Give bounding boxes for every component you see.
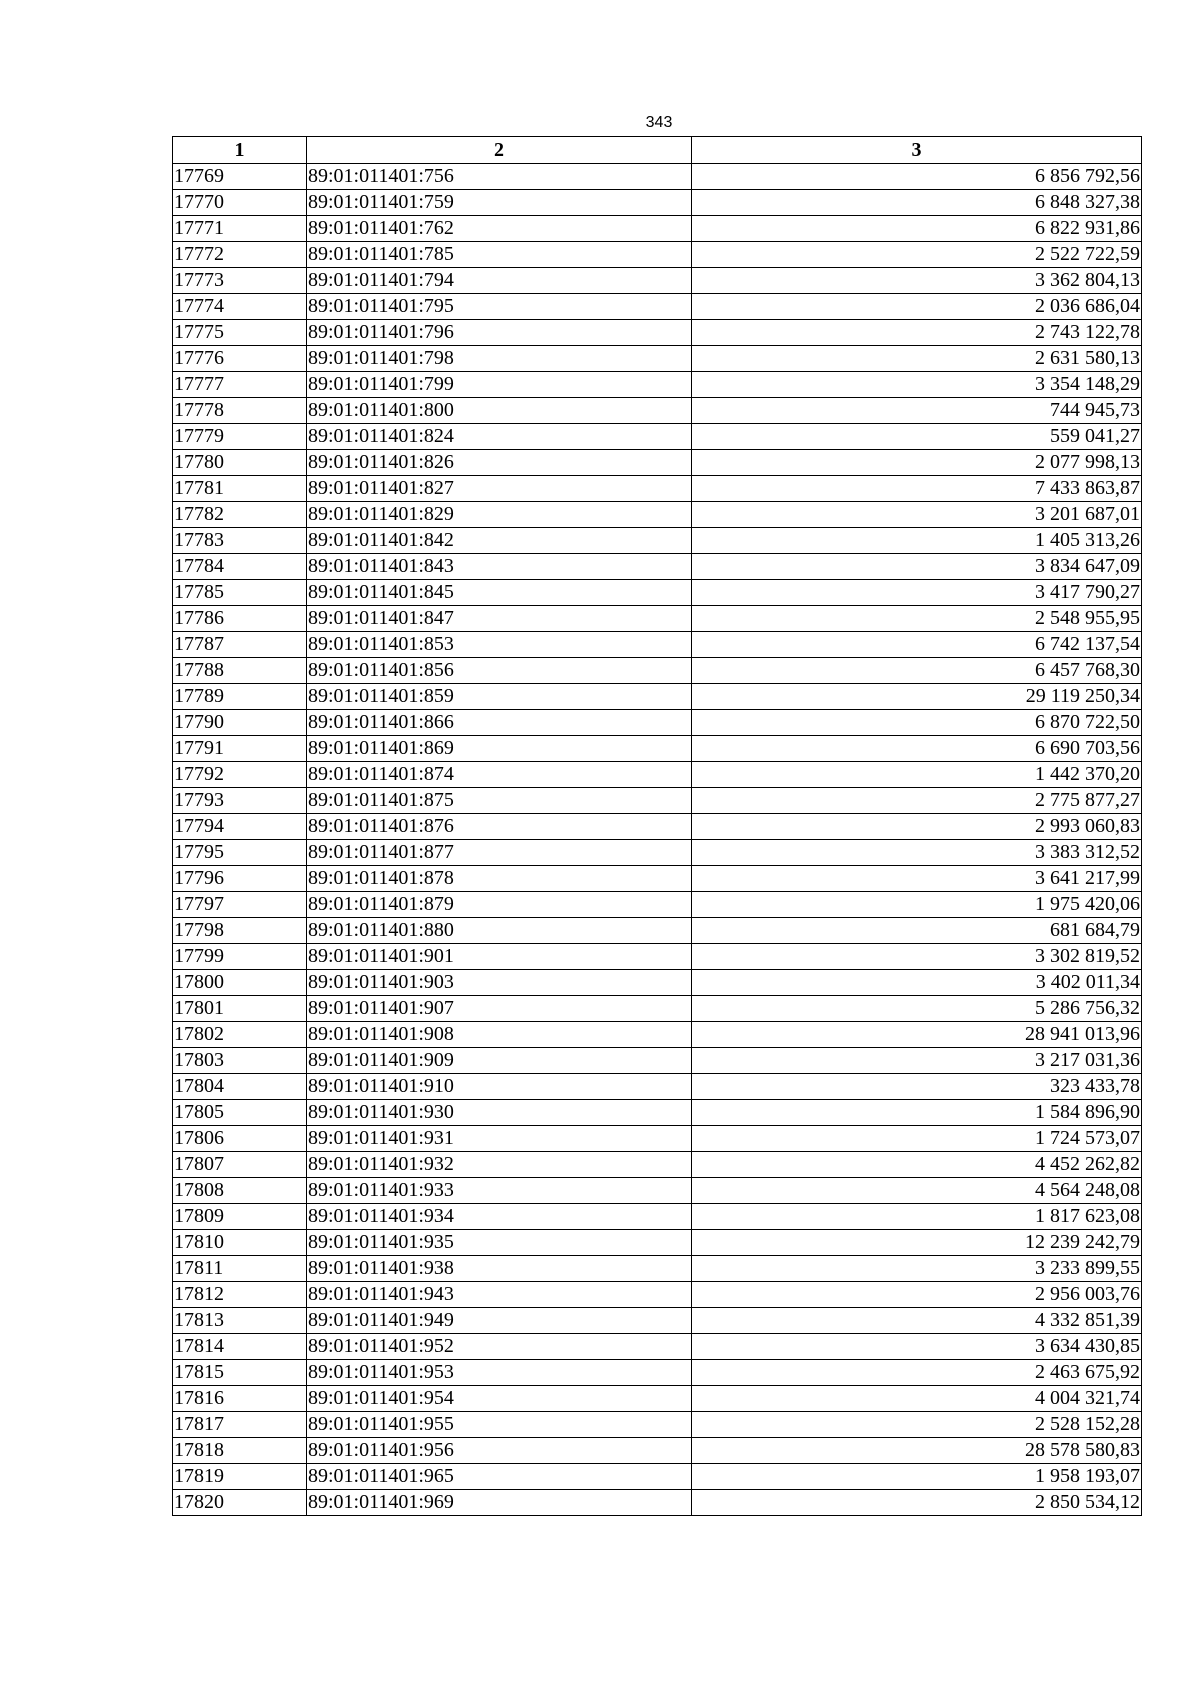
cadastral-value: 7 433 863,87 bbox=[692, 476, 1142, 502]
cadastral-value: 4 004 321,74 bbox=[692, 1386, 1142, 1412]
cadastral-number: 89:01:011401:938 bbox=[307, 1256, 692, 1282]
table-row bbox=[173, 944, 1142, 970]
cadastral-number: 89:01:011401:955 bbox=[307, 1412, 692, 1438]
cadastral-number: 89:01:011401:949 bbox=[307, 1308, 692, 1334]
row-number: 17774 bbox=[173, 294, 307, 320]
row-number: 17820 bbox=[173, 1490, 307, 1516]
table-row bbox=[173, 580, 1142, 606]
cadastral-value: 2 743 122,78 bbox=[692, 320, 1142, 346]
table-row bbox=[173, 1334, 1142, 1360]
table-row bbox=[173, 450, 1142, 476]
cadastral-value: 3 354 148,29 bbox=[692, 372, 1142, 398]
row-number: 17783 bbox=[173, 528, 307, 554]
cadastral-number: 89:01:011401:842 bbox=[307, 528, 692, 554]
cadastral-number: 89:01:011401:934 bbox=[307, 1204, 692, 1230]
table-row bbox=[173, 684, 1142, 710]
table-row bbox=[173, 164, 1142, 190]
row-number: 17787 bbox=[173, 632, 307, 658]
table-row bbox=[173, 1178, 1142, 1204]
table-row bbox=[173, 1100, 1142, 1126]
cadastral-value: 2 548 955,95 bbox=[692, 606, 1142, 632]
cadastral-value: 2 077 998,13 bbox=[692, 450, 1142, 476]
row-number: 17784 bbox=[173, 554, 307, 580]
row-number: 17777 bbox=[173, 372, 307, 398]
cadastral-value: 3 634 430,85 bbox=[692, 1334, 1142, 1360]
cadastral-number: 89:01:011401:907 bbox=[307, 996, 692, 1022]
cadastral-number: 89:01:011401:785 bbox=[307, 242, 692, 268]
cadastral-value: 1 975 420,06 bbox=[692, 892, 1142, 918]
table-row bbox=[173, 658, 1142, 684]
cadastral-value: 3 402 011,34 bbox=[692, 970, 1142, 996]
table-row bbox=[173, 294, 1142, 320]
table-row bbox=[173, 372, 1142, 398]
row-number: 17769 bbox=[173, 164, 307, 190]
cadastral-value: 2 522 722,59 bbox=[692, 242, 1142, 268]
table-row bbox=[173, 1464, 1142, 1490]
row-number: 17782 bbox=[173, 502, 307, 528]
row-number: 17786 bbox=[173, 606, 307, 632]
cadastral-number: 89:01:011401:869 bbox=[307, 736, 692, 762]
cadastral-value: 28 578 580,83 bbox=[692, 1438, 1142, 1464]
row-number: 17807 bbox=[173, 1152, 307, 1178]
cadastral-value: 2 993 060,83 bbox=[692, 814, 1142, 840]
cadastral-number: 89:01:011401:953 bbox=[307, 1360, 692, 1386]
table-row bbox=[173, 918, 1142, 944]
cadastral-value: 6 457 768,30 bbox=[692, 658, 1142, 684]
cadastral-number: 89:01:011401:909 bbox=[307, 1048, 692, 1074]
table-row bbox=[173, 346, 1142, 372]
cadastral-value: 1 958 193,07 bbox=[692, 1464, 1142, 1490]
table-row bbox=[173, 502, 1142, 528]
row-number: 17778 bbox=[173, 398, 307, 424]
table-row bbox=[173, 1152, 1142, 1178]
row-number: 17809 bbox=[173, 1204, 307, 1230]
row-number: 17771 bbox=[173, 216, 307, 242]
cadastral-number: 89:01:011401:876 bbox=[307, 814, 692, 840]
row-number: 17772 bbox=[173, 242, 307, 268]
table-row bbox=[173, 996, 1142, 1022]
cadastral-value: 3 641 217,99 bbox=[692, 866, 1142, 892]
cadastral-number: 89:01:011401:875 bbox=[307, 788, 692, 814]
cadastral-number: 89:01:011401:935 bbox=[307, 1230, 692, 1256]
table-row bbox=[173, 1126, 1142, 1152]
cadastral-value: 1 817 623,08 bbox=[692, 1204, 1142, 1230]
cadastral-number: 89:01:011401:843 bbox=[307, 554, 692, 580]
cadastral-value: 3 217 031,36 bbox=[692, 1048, 1142, 1074]
cadastral-number: 89:01:011401:847 bbox=[307, 606, 692, 632]
cadastral-number: 89:01:011401:930 bbox=[307, 1100, 692, 1126]
row-number: 17770 bbox=[173, 190, 307, 216]
cadastral-number: 89:01:011401:853 bbox=[307, 632, 692, 658]
table-row bbox=[173, 970, 1142, 996]
cadastral-number: 89:01:011401:874 bbox=[307, 762, 692, 788]
cadastral-value: 6 822 931,86 bbox=[692, 216, 1142, 242]
cadastral-number: 89:01:011401:969 bbox=[307, 1490, 692, 1516]
row-number: 17793 bbox=[173, 788, 307, 814]
row-number: 17808 bbox=[173, 1178, 307, 1204]
row-number: 17799 bbox=[173, 944, 307, 970]
cadastral-value: 29 119 250,34 bbox=[692, 684, 1142, 710]
cadastral-number: 89:01:011401:952 bbox=[307, 1334, 692, 1360]
cadastral-value: 3 834 647,09 bbox=[692, 554, 1142, 580]
table-row bbox=[173, 216, 1142, 242]
cadastral-value: 4 564 248,08 bbox=[692, 1178, 1142, 1204]
row-number: 17789 bbox=[173, 684, 307, 710]
cadastral-number: 89:01:011401:827 bbox=[307, 476, 692, 502]
cadastral-number: 89:01:011401:795 bbox=[307, 294, 692, 320]
table-row bbox=[173, 1490, 1142, 1516]
row-number: 17819 bbox=[173, 1464, 307, 1490]
row-number: 17802 bbox=[173, 1022, 307, 1048]
cadastral-value: 1 584 896,90 bbox=[692, 1100, 1142, 1126]
cadastral-value: 1 405 313,26 bbox=[692, 528, 1142, 554]
row-number: 17790 bbox=[173, 710, 307, 736]
cadastral-value: 3 362 804,13 bbox=[692, 268, 1142, 294]
cadastral-value: 6 856 792,56 bbox=[692, 164, 1142, 190]
registry-table bbox=[172, 136, 1142, 1516]
cadastral-number: 89:01:011401:908 bbox=[307, 1022, 692, 1048]
cadastral-number: 89:01:011401:824 bbox=[307, 424, 692, 450]
table-row bbox=[173, 528, 1142, 554]
row-number: 17813 bbox=[173, 1308, 307, 1334]
cadastral-number: 89:01:011401:798 bbox=[307, 346, 692, 372]
cadastral-value: 6 690 703,56 bbox=[692, 736, 1142, 762]
row-number: 17805 bbox=[173, 1100, 307, 1126]
cadastral-number: 89:01:011401:901 bbox=[307, 944, 692, 970]
cadastral-number: 89:01:011401:762 bbox=[307, 216, 692, 242]
row-number: 17810 bbox=[173, 1230, 307, 1256]
page-number: 343 bbox=[645, 114, 673, 131]
cadastral-number: 89:01:011401:826 bbox=[307, 450, 692, 476]
cadastral-value: 6 870 722,50 bbox=[692, 710, 1142, 736]
row-number: 17794 bbox=[173, 814, 307, 840]
cadastral-value: 744 945,73 bbox=[692, 398, 1142, 424]
cadastral-number: 89:01:011401:910 bbox=[307, 1074, 692, 1100]
row-number: 17776 bbox=[173, 346, 307, 372]
cadastral-value: 3 302 819,52 bbox=[692, 944, 1142, 970]
cadastral-value: 2 036 686,04 bbox=[692, 294, 1142, 320]
cadastral-value: 559 041,27 bbox=[692, 424, 1142, 450]
row-number: 17812 bbox=[173, 1282, 307, 1308]
row-number: 17775 bbox=[173, 320, 307, 346]
table-row bbox=[173, 1022, 1142, 1048]
cadastral-number: 89:01:011401:829 bbox=[307, 502, 692, 528]
table-row bbox=[173, 866, 1142, 892]
cadastral-value: 323 433,78 bbox=[692, 1074, 1142, 1100]
cadastral-value: 2 631 580,13 bbox=[692, 346, 1142, 372]
cadastral-number: 89:01:011401:877 bbox=[307, 840, 692, 866]
cadastral-value: 3 201 687,01 bbox=[692, 502, 1142, 528]
table-row bbox=[173, 242, 1142, 268]
cadastral-value: 2 775 877,27 bbox=[692, 788, 1142, 814]
cadastral-number: 89:01:011401:756 bbox=[307, 164, 692, 190]
row-number: 17815 bbox=[173, 1360, 307, 1386]
table-row bbox=[173, 1386, 1142, 1412]
cadastral-value: 28 941 013,96 bbox=[692, 1022, 1142, 1048]
header-row bbox=[173, 137, 1142, 164]
table-row bbox=[173, 710, 1142, 736]
table-row bbox=[173, 398, 1142, 424]
cadastral-value: 4 332 851,39 bbox=[692, 1308, 1142, 1334]
row-number: 17796 bbox=[173, 866, 307, 892]
column-header-2: 2 bbox=[307, 137, 692, 164]
row-number: 17798 bbox=[173, 918, 307, 944]
table-row bbox=[173, 1204, 1142, 1230]
table-row bbox=[173, 1230, 1142, 1256]
row-number: 17797 bbox=[173, 892, 307, 918]
row-number: 17806 bbox=[173, 1126, 307, 1152]
cadastral-number: 89:01:011401:965 bbox=[307, 1464, 692, 1490]
cadastral-number: 89:01:011401:800 bbox=[307, 398, 692, 424]
table-row bbox=[173, 788, 1142, 814]
cadastral-value: 2 956 003,76 bbox=[692, 1282, 1142, 1308]
table-row bbox=[173, 268, 1142, 294]
table-row bbox=[173, 1282, 1142, 1308]
table-row bbox=[173, 762, 1142, 788]
cadastral-value: 3 233 899,55 bbox=[692, 1256, 1142, 1282]
cadastral-number: 89:01:011401:856 bbox=[307, 658, 692, 684]
cadastral-number: 89:01:011401:933 bbox=[307, 1178, 692, 1204]
cadastral-value: 6 742 137,54 bbox=[692, 632, 1142, 658]
cadastral-number: 89:01:011401:878 bbox=[307, 866, 692, 892]
row-number: 17788 bbox=[173, 658, 307, 684]
cadastral-value: 2 463 675,92 bbox=[692, 1360, 1142, 1386]
cadastral-number: 89:01:011401:796 bbox=[307, 320, 692, 346]
row-number: 17811 bbox=[173, 1256, 307, 1282]
row-number: 17781 bbox=[173, 476, 307, 502]
cadastral-value: 12 239 242,79 bbox=[692, 1230, 1142, 1256]
cadastral-value: 2 528 152,28 bbox=[692, 1412, 1142, 1438]
cadastral-number: 89:01:011401:956 bbox=[307, 1438, 692, 1464]
row-number: 17816 bbox=[173, 1386, 307, 1412]
row-number: 17780 bbox=[173, 450, 307, 476]
cadastral-number: 89:01:011401:866 bbox=[307, 710, 692, 736]
cadastral-number: 89:01:011401:845 bbox=[307, 580, 692, 606]
row-number: 17791 bbox=[173, 736, 307, 762]
row-number: 17779 bbox=[173, 424, 307, 450]
table-row bbox=[173, 1074, 1142, 1100]
table-body bbox=[173, 164, 1142, 1516]
row-number: 17773 bbox=[173, 268, 307, 294]
row-number: 17785 bbox=[173, 580, 307, 606]
table-row bbox=[173, 1438, 1142, 1464]
column-header-3: 3 bbox=[692, 137, 1142, 164]
row-number: 17803 bbox=[173, 1048, 307, 1074]
cadastral-value: 4 452 262,82 bbox=[692, 1152, 1142, 1178]
row-number: 17804 bbox=[173, 1074, 307, 1100]
cadastral-number: 89:01:011401:794 bbox=[307, 268, 692, 294]
row-number: 17801 bbox=[173, 996, 307, 1022]
table-row bbox=[173, 1048, 1142, 1074]
row-number: 17814 bbox=[173, 1334, 307, 1360]
cadastral-number: 89:01:011401:759 bbox=[307, 190, 692, 216]
row-number: 17800 bbox=[173, 970, 307, 996]
table-row bbox=[173, 424, 1142, 450]
table-row bbox=[173, 320, 1142, 346]
table-row bbox=[173, 892, 1142, 918]
cadastral-number: 89:01:011401:903 bbox=[307, 970, 692, 996]
table-row bbox=[173, 814, 1142, 840]
table-row bbox=[173, 1256, 1142, 1282]
row-number: 17818 bbox=[173, 1438, 307, 1464]
cadastral-number: 89:01:011401:943 bbox=[307, 1282, 692, 1308]
table-row bbox=[173, 736, 1142, 762]
table-row bbox=[173, 1360, 1142, 1386]
table-row bbox=[173, 190, 1142, 216]
table-row bbox=[173, 1308, 1142, 1334]
cadastral-value: 6 848 327,38 bbox=[692, 190, 1142, 216]
row-number: 17795 bbox=[173, 840, 307, 866]
cadastral-number: 89:01:011401:799 bbox=[307, 372, 692, 398]
table-row bbox=[173, 840, 1142, 866]
cadastral-value: 681 684,79 bbox=[692, 918, 1142, 944]
column-header-1: 1 bbox=[173, 137, 307, 164]
table-row bbox=[173, 554, 1142, 580]
cadastral-number: 89:01:011401:931 bbox=[307, 1126, 692, 1152]
row-number: 17817 bbox=[173, 1412, 307, 1438]
cadastral-value: 1 724 573,07 bbox=[692, 1126, 1142, 1152]
cadastral-number: 89:01:011401:954 bbox=[307, 1386, 692, 1412]
table-row bbox=[173, 632, 1142, 658]
table-row bbox=[173, 606, 1142, 632]
table-row bbox=[173, 476, 1142, 502]
table-row bbox=[173, 1412, 1142, 1438]
cadastral-value: 1 442 370,20 bbox=[692, 762, 1142, 788]
cadastral-number: 89:01:011401:879 bbox=[307, 892, 692, 918]
cadastral-value: 5 286 756,32 bbox=[692, 996, 1142, 1022]
cadastral-value: 3 383 312,52 bbox=[692, 840, 1142, 866]
cadastral-number: 89:01:011401:932 bbox=[307, 1152, 692, 1178]
cadastral-number: 89:01:011401:859 bbox=[307, 684, 692, 710]
cadastral-value: 2 850 534,12 bbox=[692, 1490, 1142, 1516]
row-number: 17792 bbox=[173, 762, 307, 788]
cadastral-value: 3 417 790,27 bbox=[692, 580, 1142, 606]
cadastral-number: 89:01:011401:880 bbox=[307, 918, 692, 944]
